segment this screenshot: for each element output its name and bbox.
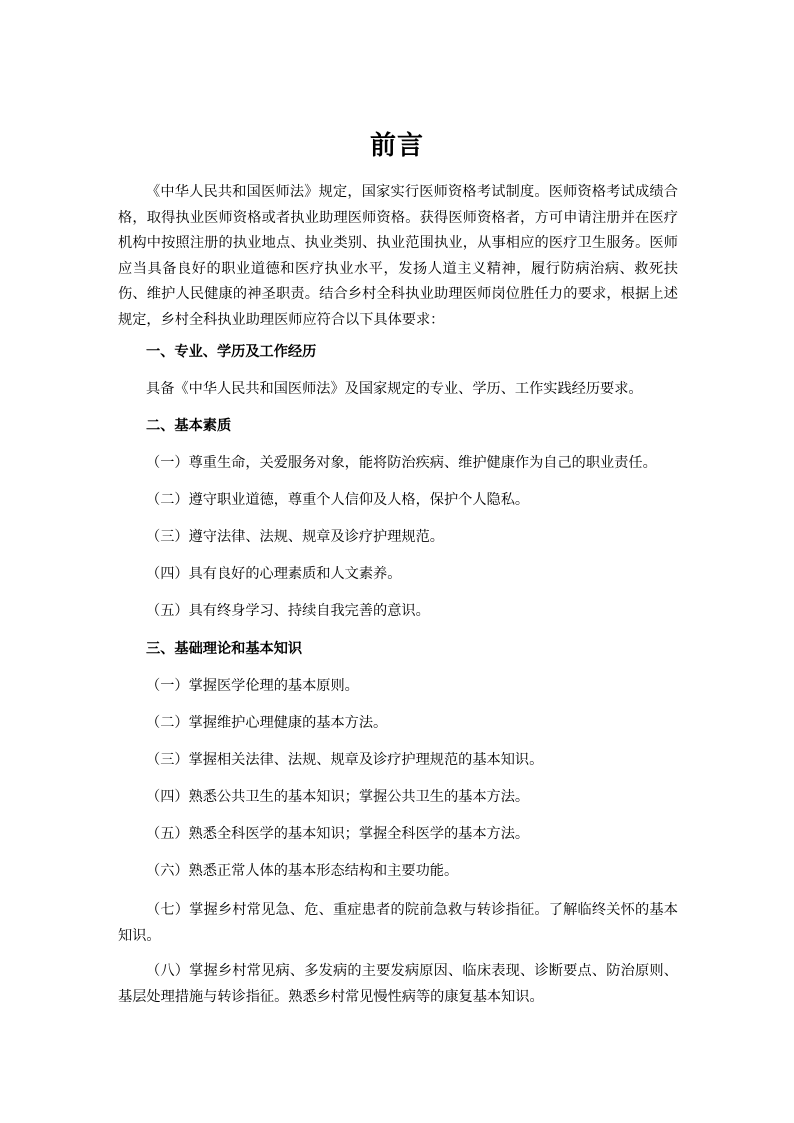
list-item: （五）具有终身学习、持续自我完善的意识。 [146, 603, 430, 619]
section-heading-2: 二、基本素质 [146, 418, 232, 434]
list-item: （五）熟悉全科医学的基本知识；掌握全科医学的基本方法。 [146, 826, 530, 842]
list-item: （八）掌握乡村常见病、多发病的主要发病原因、临床表现、诊断要点、防治原则、基层处理措施与转诊指征。熟悉乡村常见慢性病等的康复基本知识。 [118, 963, 678, 1005]
list-item: （二）掌握维护心理健康的基本方法。 [146, 715, 388, 731]
list-item: （四）熟悉公共卫生的基本知识；掌握公共卫生的基本方法。 [146, 789, 530, 805]
section-heading-1: 一、专业、学历及工作经历 [146, 344, 317, 360]
page-title: 前言 [369, 131, 424, 161]
list-item: （一）尊重生命，关爱服务对象，能将防治疾病、维护健康作为自己的职业责任。 [146, 455, 657, 471]
list-item: （一）掌握医学伦理的基本原则。 [146, 678, 359, 694]
section-heading-3: 三、基础理论和基本知识 [146, 641, 303, 657]
list-item: （六）熟悉正常人体的基本形态结构和主要功能。 [146, 863, 459, 879]
section-1-text: 具备《中华人民共和国医师法》及国家规定的专业、学历、工作实践经历要求。 [146, 381, 643, 397]
list-item: （四）具有良好的心理素质和人文素养。 [146, 566, 402, 582]
list-item: （三）掌握相关法律、法规、规章及诊疗护理规范的基本知识。 [146, 752, 544, 768]
intro-paragraph: 《中华人民共和国医师法》规定，国家实行医师资格考试制度。医师资格考试成绩合格，取得执业医师资格或者执业助理医师资格。获得医师资格者，方可申请注册并在医疗机构中按照注册的执业地点、执业类别、执业范围执业，从事相应的医疗卫生服务。医师应当具备良好的职业道德和医疗执业水平，发扬人道主义精神，履行防病治病、救死扶伤、维护人民健康的神圣职责。结合乡村全科执业助理医师岗位胜任力的要求，根据上述规定，乡村全科执业助理医师应符合以下具体要求： [118, 184, 678, 328]
list-item: （七）掌握乡村常见急、危、重症患者的院前急救与转诊指征。了解临终关怀的基本知识。 [118, 902, 678, 944]
list-item: （三）遵守法律、法规、规章及诊疗护理规范。 [146, 529, 444, 545]
list-item: （二）遵守职业道德，尊重个人信仰及人格，保护个人隐私。 [146, 492, 530, 508]
